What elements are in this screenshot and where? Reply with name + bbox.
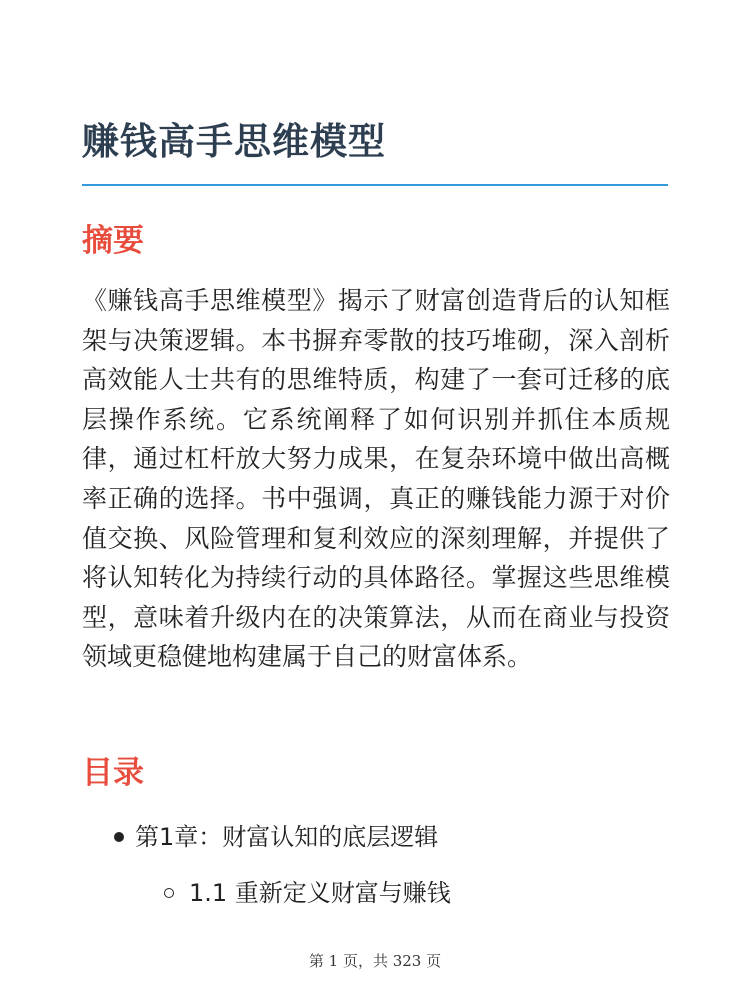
toc-heading: 目录 [82, 755, 144, 791]
toc-item-chapter-1[interactable] [82, 812, 670, 862]
abstract-heading: 摘要 [82, 223, 144, 259]
page-number-footer: 第 1 页，共 323 页 [308, 952, 442, 970]
document-title: 赚钱高手思维模型 [82, 120, 386, 163]
toc-item-section-1-1[interactable] [82, 868, 670, 918]
abstract-paragraph: 《赚钱高手思维模型》揭示了财富创造背后的认知框架与决策逻辑。本书摒弃零散的技巧堆砌，深入剖析高效能人士共有的思维特质，构建了一套可迁移的底层操作系统。它系统阐释了如何识别并抓住本质规律，通过杠杆放大努力成果，在复杂环境中做出高概率正确的选择。书中强调，真正的赚钱能力源于对价值交换、风险管理和复利效应的深刻理解，并提供了将认知转化为持续行动的具体路径。掌握这些思维模型，意味着升级内在的决策算法，从而在商业与投资领域更稳健地构建属于自己的财富体系。 [82, 286, 670, 672]
toc-list [82, 812, 670, 918]
toc-item-label: 第1章：财富认知的底层逻辑 [135, 823, 439, 851]
bullet-disc-icon [114, 832, 124, 842]
toc-item-label: 1.1 重新定义财富与赚钱 [189, 879, 451, 907]
title-divider [82, 184, 668, 186]
bullet-circle-icon [164, 888, 174, 898]
